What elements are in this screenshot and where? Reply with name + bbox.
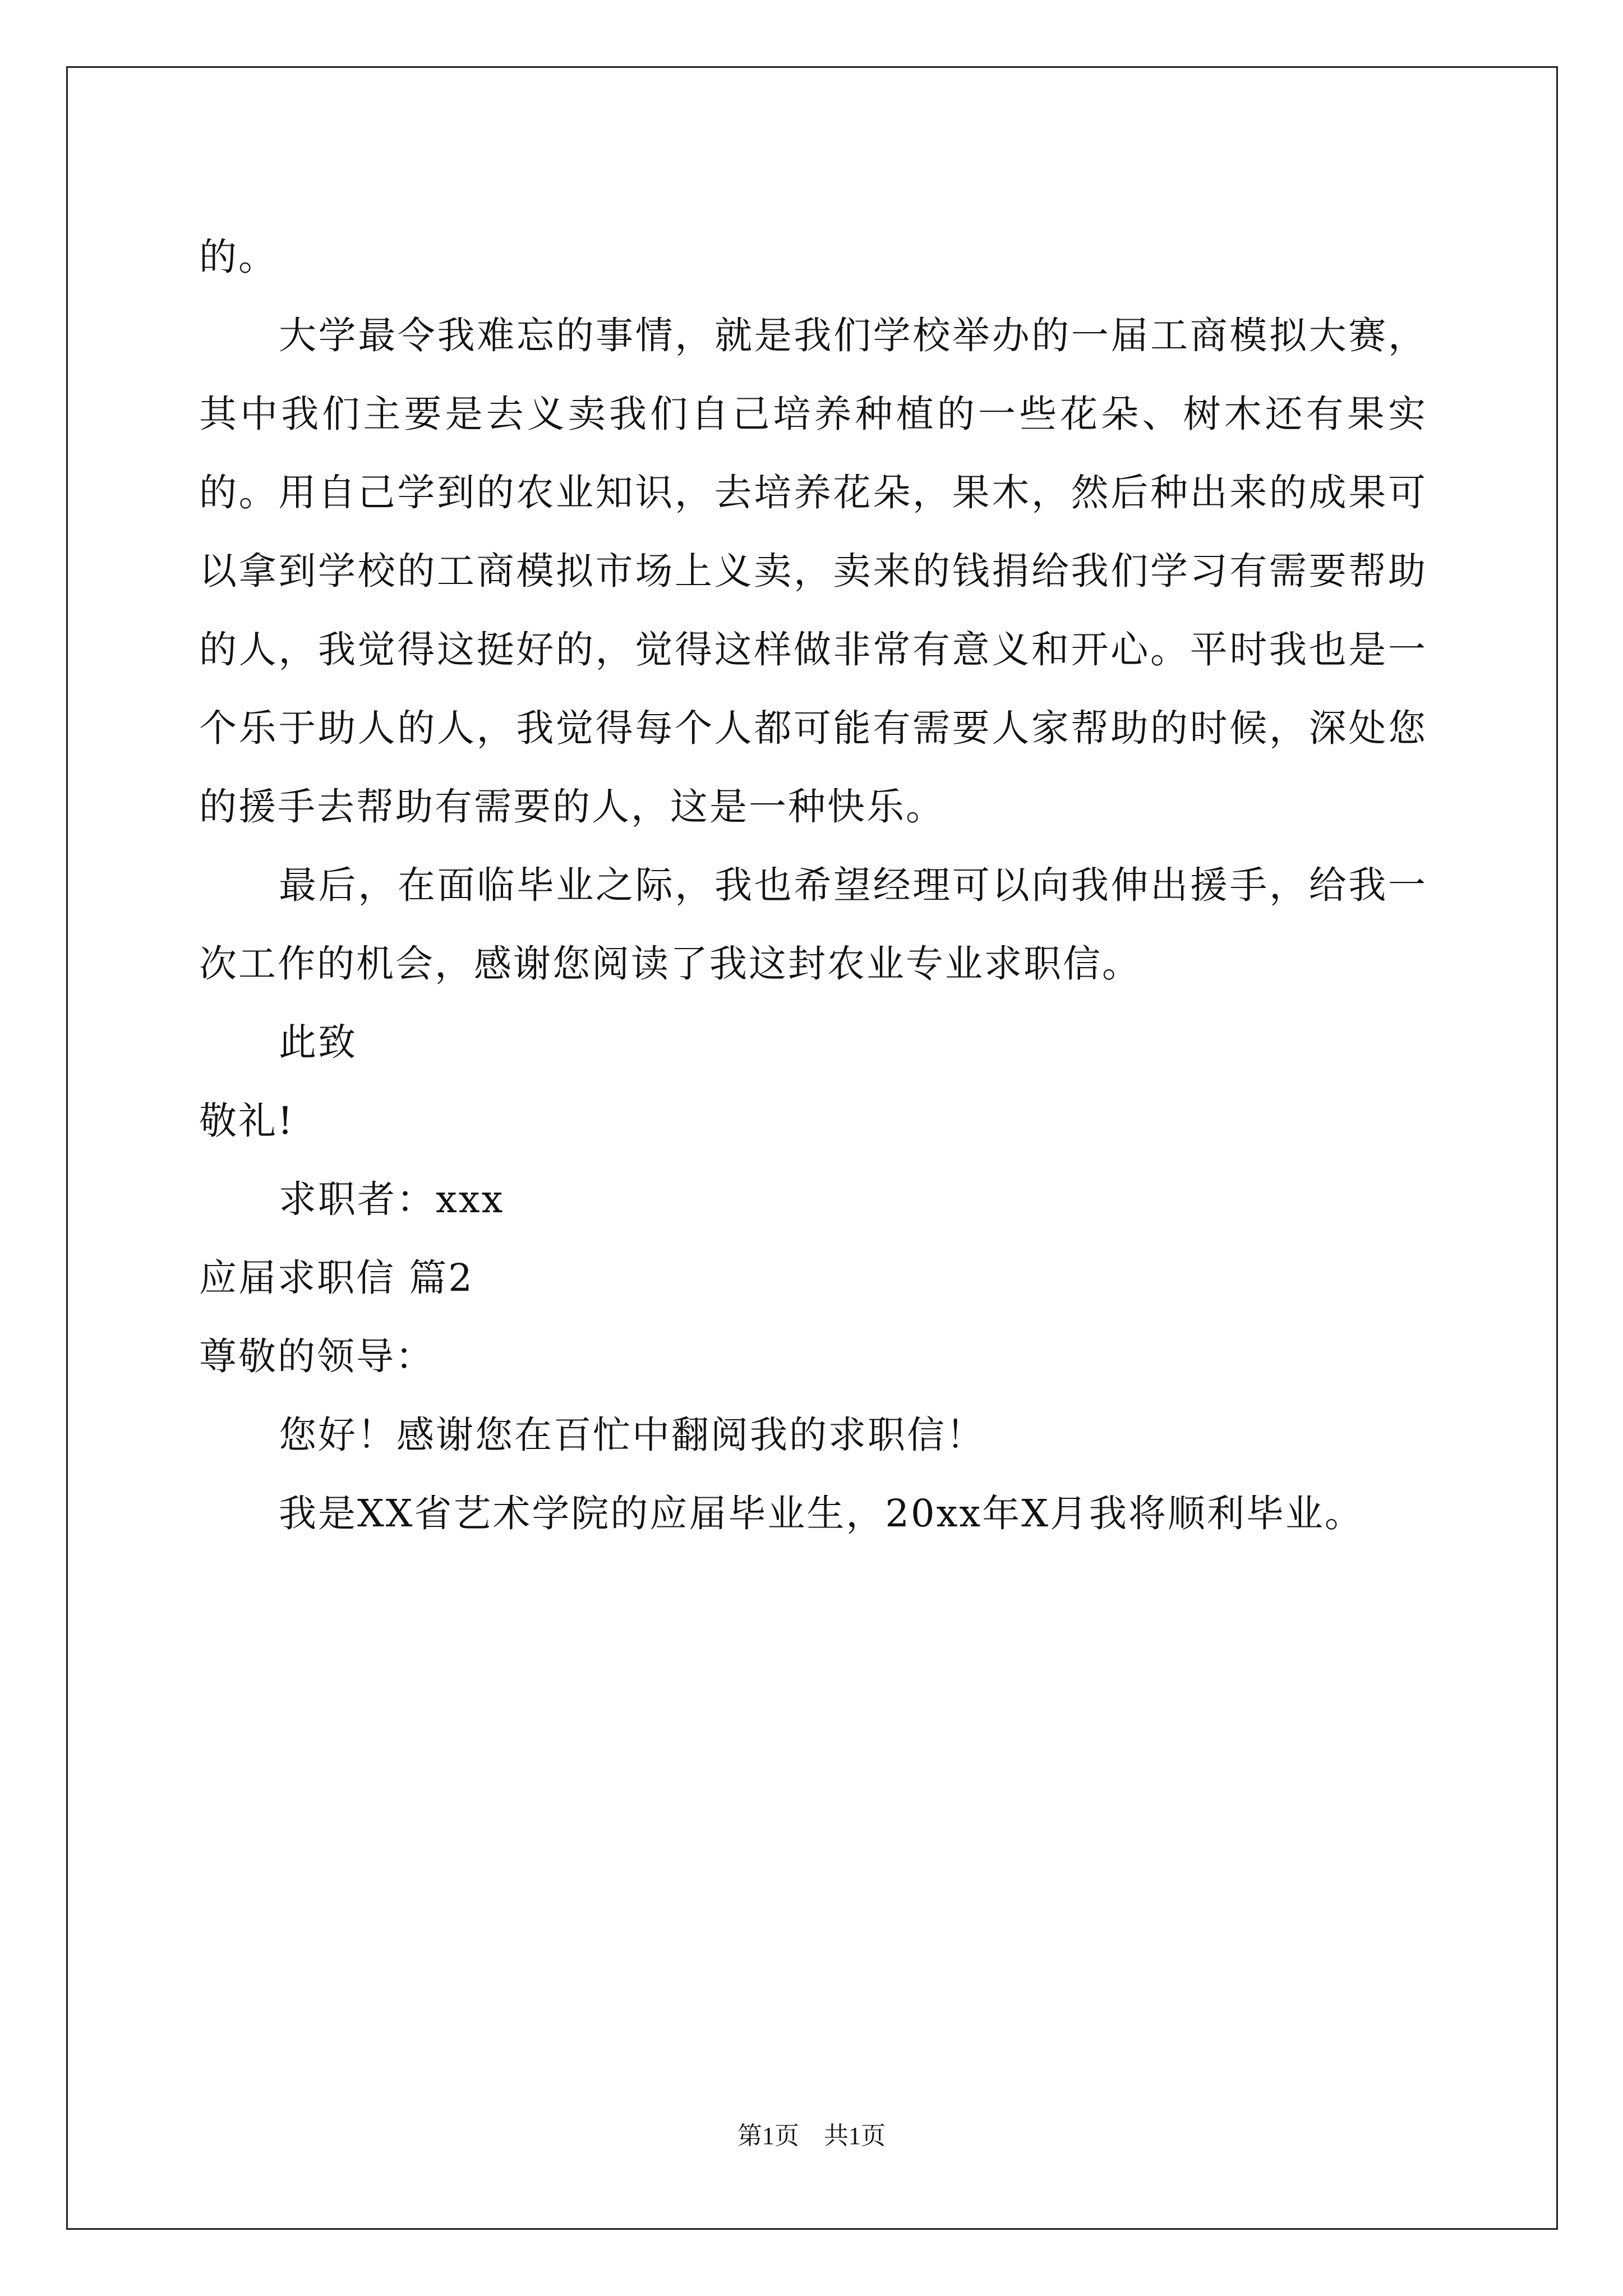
paragraph-1: 的。 [199,235,278,279]
signature-line: 求职者：xxx [279,1177,505,1221]
page-number-footer: 第1页 共1页 [737,2122,886,2150]
closing-salutation: 此致 [279,1020,357,1064]
paragraph-opening: 您好！感谢您在百忙中翻阅我的求职信！ [279,1413,985,1457]
paragraph-3: 最后，在面临毕业之际，我也希望经理可以向我伸出援手，给我一次工作的机会，感谢您阅读了我这封农业专业求职信。 [199,863,1427,986]
greeting: 尊敬的领导： [199,1335,435,1378]
document-body [199,218,1427,1553]
paragraph-introduction: 我是XX省艺术学院的应届毕业生，20xx年X月我将顺利毕业。 [279,1492,1364,1535]
closing-respect: 敬礼! [199,1099,294,1143]
paragraph-2: 大学最令我难忘的事情，就是我们学校举办的一届工商模拟大赛，其中我们主要是去义卖我们自己培养种植的一些花朵、树木还有果实的。用自己学到的农业知识，去培养花朵，果木，然后种出来的成果可以拿到学校的工商模拟市场上义卖，卖来的钱捐给我们学习有需要帮助的人，我觉得这挺好的，觉得这样做非常有意义和开心。平时我也是一个乐于助人的人，我觉得每个人都可能有需要人家帮助的时候，深处您的援手去帮助有需要的人，这是一种快乐。 [199,314,1427,829]
section-heading: 应届求职信 篇2 [199,1256,474,1300]
